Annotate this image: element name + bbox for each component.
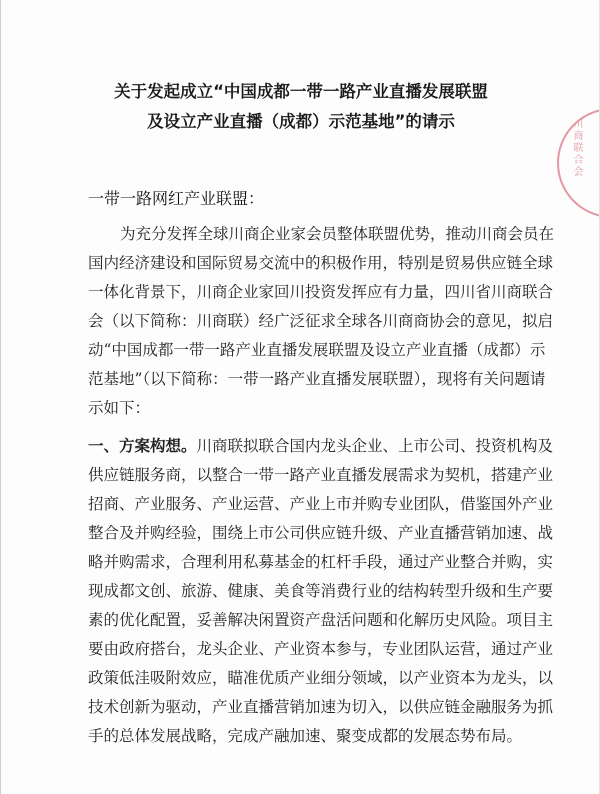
intro-line-3: 一体化背景下，川商企业家回川投资发挥应有力量，四川省川商联合 <box>88 283 554 301</box>
section-1-first-line <box>88 434 553 456</box>
intro-line-5: 动“中国成都一带一路产业直播发展联盟及设立产业直播（成都）示 <box>88 341 546 359</box>
section-1-line-7: 素的优化配置，妥善解决闲置资产盘活问题和化解历史风险。项目主 <box>88 611 554 629</box>
section-1-line-8: 要由政府搭台，龙头企业、产业资本参与，专业团队运营，通过产业 <box>88 640 554 658</box>
intro-line-7: 示如下： <box>88 399 151 417</box>
section-1-heading: 一、方案构想。 <box>88 437 197 455</box>
section-1-line-9: 政策低洼吸附效应，瞄准优质产业细分领域，以产业资本为龙头，以 <box>88 669 554 687</box>
document-title-line-2: 及设立产业直播（成都）示范基地”的请示 <box>147 112 455 131</box>
section-1-line-5: 略并购需求，合理利用私募基金的杠杆手段，通过产业整合并购，实 <box>88 553 554 571</box>
section-1-line-10: 技术创新为驱动，产业直播营销加速为切入，以供应链金融服务为抓 <box>88 698 554 716</box>
section-1-line-6: 现成都文创、旅游、健康、美食等消费行业的结构转型升级和生产要 <box>88 582 554 600</box>
intro-line-4: 会（以下简称：川商联）经广泛征求全球各川商商协会的意见，拟启 <box>88 312 554 330</box>
section-1-line-4: 整合及并购经验，围绕上市公司供应链升级、产业直播营销加速、战 <box>88 524 554 542</box>
seal-text: 川商联合会 <box>571 118 582 178</box>
section-1-line-2: 供应链服务商，以整合一带一路产业直播发展需求为契机，搭建产业 <box>88 466 554 484</box>
section-1-line-3: 招商、产业服务、产业运营、产业上市并购专业团队，借鉴国外产业 <box>88 495 554 513</box>
document-title-line-1: 关于发起成立“中国成都一带一路产业直播发展联盟 <box>114 82 488 101</box>
intro-line-6: 范基地”（以下简称：一带一路产业直播发展联盟），现将有关问题请 <box>88 370 546 388</box>
intro-line-1: 为充分发挥全球川商企业家会员整体联盟优势，推动川商会员在 <box>120 225 555 243</box>
section-1-first-line-text: 川商联拟联合国内龙头企业、上市公司、投资机构及 <box>196 437 554 455</box>
salutation: 一带一路网红产业联盟： <box>88 189 265 208</box>
intro-line-2: 国内经济建设和国际贸易交流中的积极作用，特别是贸易供应链全球 <box>88 254 554 272</box>
section-1-line-11: 手的总体发展战略，完成产融加速、聚变成都的发展态势布局。 <box>88 727 523 745</box>
